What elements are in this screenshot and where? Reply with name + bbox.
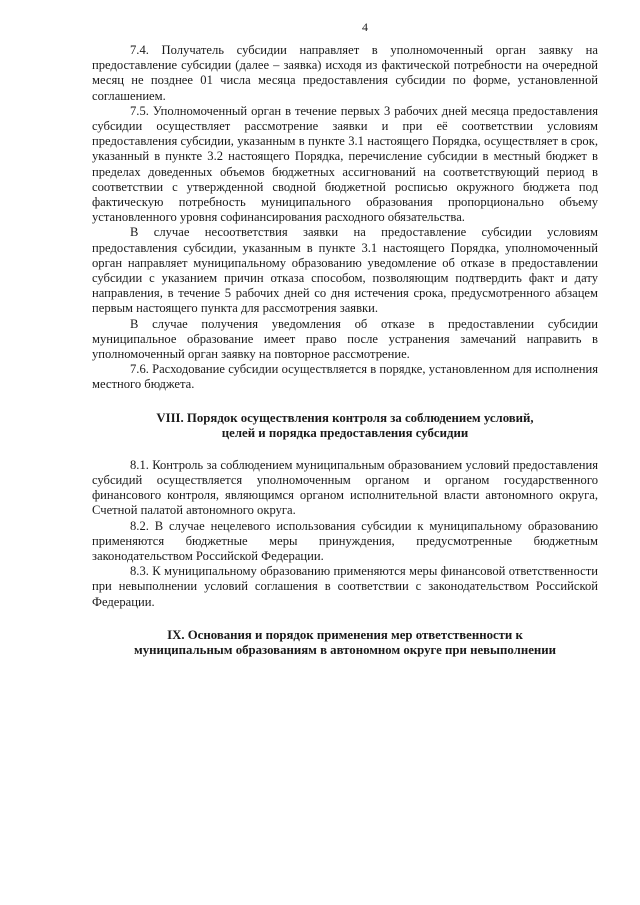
spacer xyxy=(92,442,598,458)
spacer xyxy=(92,393,598,411)
section-8-heading-line1: VIII. Порядок осуществления контроля за соблюдением условий, xyxy=(156,410,534,425)
page-number: 4 xyxy=(362,20,368,34)
paragraph-7-5-resubmit: В случае получения уведомления об отказе в предоставлении субсидии муниципальное образование имеет право после устранения замечаний направить в уполномоченный орган заявку на повторное рассмотрение. xyxy=(92,316,598,362)
section-9-heading xyxy=(92,628,598,659)
section-8-heading xyxy=(92,411,598,442)
section-9-heading-line1: IX. Основания и порядок применения мер ответственности к xyxy=(167,627,523,642)
section-9-heading-line2: муниципальным образованиям в автономном округе при невыполнении xyxy=(134,643,556,658)
section-8-heading-line2: целей и порядка предоставления субсидии xyxy=(221,426,469,441)
paragraph-8-2: 8.2. В случае нецелевого использования субсидии к муниципальному образованию применяются бюджетные меры принуждения, предусмотренные бюджетным законодательством Российской Федерации. xyxy=(92,518,598,564)
paragraph-7-5: 7.5. Уполномоченный орган в течение первых 3 рабочих дней месяца предоставления субсидии осуществляет рассмотрение заявки и при её соответствии условиям предоставления субсидии, указанным в пункте 3.1 настоящего Порядка, осуществляет в срок, указанный в пункте 3.2 настоящего Порядка, перечисление субсидии в местный бюджет в пределах доведенных объемов бюджетных ассигнований на соответствующий период в соответствии с утвержденной сводной бюджетной росписью окружного бюджета под фактическую потребность муниципального образования пропорционально объему установленного уровня софинансирования расходного обязательства. xyxy=(92,103,598,225)
paragraph-7-6: 7.6. Расходование субсидии осуществляется в порядке, установленном для исполнения местного бюджета. xyxy=(92,362,598,392)
paragraph-7-4: 7.4. Получатель субсидии направляет в уполномоченный орган заявку на предоставление субсидии (далее – заявка) исходя из фактической потребности на очередной месяц не позднее 01 числа месяца предоставления субсидии по форме, установленной соглашением. xyxy=(92,43,598,103)
spacer xyxy=(92,610,598,628)
paragraph-7-5-refusal: В случае несоответствия заявки на предоставление субсидии условиям предоставления субсидии, указанным в пункте 3.1 настоящего Порядка, уполномоченный орган направляет муниципальному образованию уведомление об отказе в предоставлении субсидии с указанием причин отказа способом, позволяющим подтвердить факт и дату направления, в течение 5 рабочих дней со дня истечения срока, предусмотренного абзацем первым настоящего пункта для рассмотрения заявки. xyxy=(92,225,598,316)
paragraph-8-1: 8.1. Контроль за соблюдением муниципальным образованием условий предоставления субсидий осуществляется уполномоченным органом и органом государственного финансового контроля, являющимся органом исполнительной власти автономного округа, Счетной палатой автономного округа. xyxy=(92,457,598,518)
paragraph-8-3: 8.3. К муниципальному образованию применяются меры финансовой ответственности при невыполнении условий соглашения в соответствии с законодательством Российской Федерации. xyxy=(92,564,598,609)
